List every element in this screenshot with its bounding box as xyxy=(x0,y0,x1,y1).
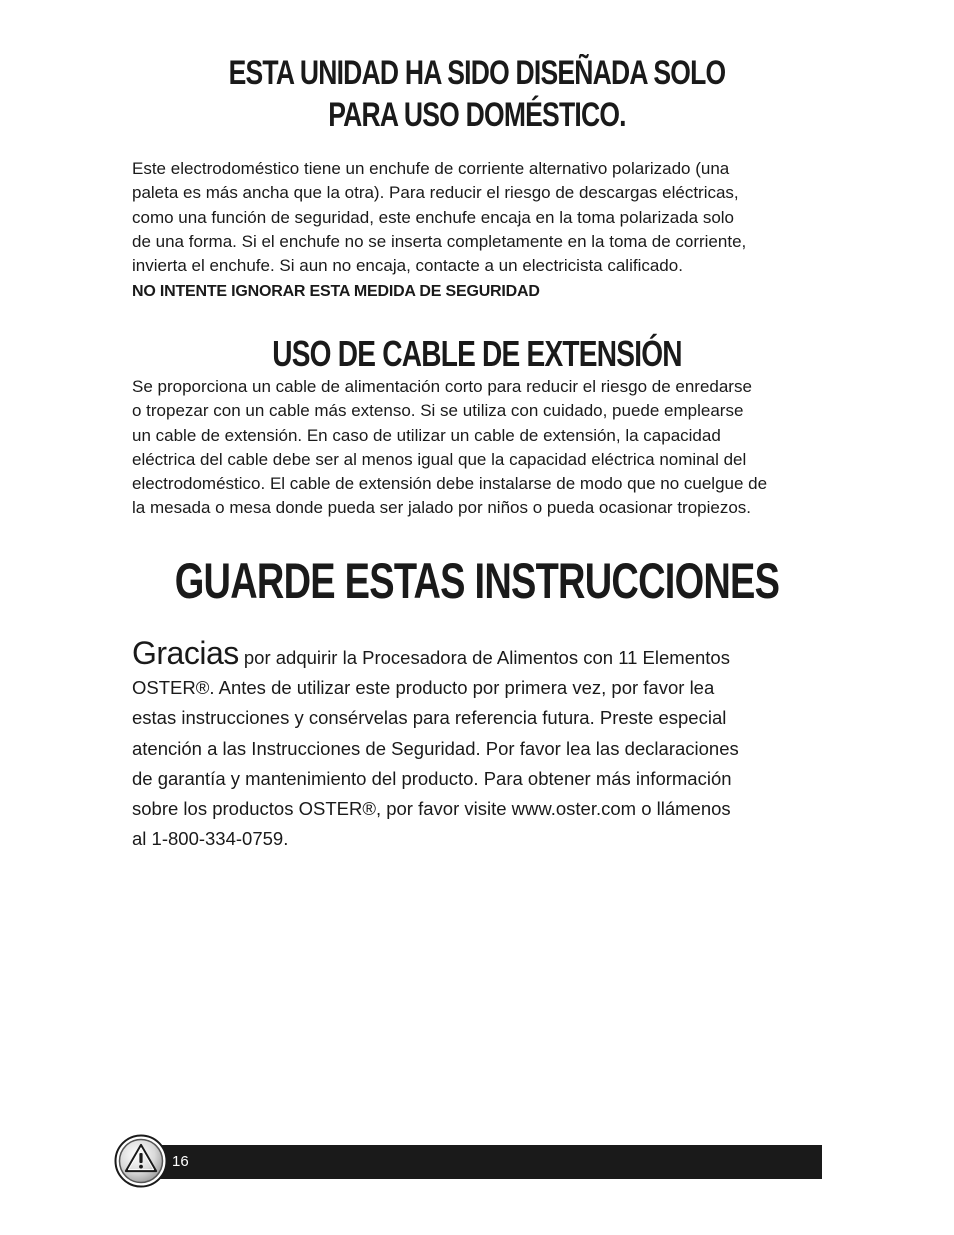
polarized-plug-paragraph xyxy=(132,157,832,278)
paragraph-line: atención a las Instrucciones de Seguridad. Por favor lea las declaraciones xyxy=(132,737,739,759)
paragraph-line: de una forma. Si el enchufe no se inserta completamente en la toma de corriente, xyxy=(132,231,747,251)
paragraph-line: sobre los productos OSTER®, por favor visite www.oster.com o llámenos xyxy=(132,798,731,820)
paragraph-line: invierta el enchufe. Si aun no encaja, contacte a un electricista calificado. xyxy=(132,256,683,276)
paragraph-line: un cable de extensión. En caso de utilizar un cable de extensión, la capacidad xyxy=(132,425,721,445)
paragraph-line: la mesada o mesa donde pueda ser jalado por niños o pueda ocasionar tropiezos. xyxy=(132,498,752,518)
paragraph-line: estas instrucciones y consérvelas para referencia futura. Preste especial xyxy=(132,707,727,729)
paragraph-line: eléctrica del cable debe ser al menos igual que la capacidad eléctrica nominal del xyxy=(132,449,747,469)
paragraph-line: al 1-800-334-0759. xyxy=(132,828,289,850)
footer-bar xyxy=(140,1145,822,1179)
thank-you-paragraph xyxy=(132,635,822,854)
extension-cord-paragraph xyxy=(132,375,832,521)
page-number: 16 xyxy=(172,1153,189,1170)
household-use-heading-line1: ESTA UNIDAD HA SIDO DISEÑADA SOLO xyxy=(228,54,726,92)
paragraph-line: como una función de seguridad, este enchufe encaja en la toma polarizada solo xyxy=(132,207,735,227)
paragraph-line: de garantía y mantenimiento del producto. Para obtener más información xyxy=(132,767,732,789)
household-use-heading xyxy=(105,52,849,136)
paragraph-line: electrodoméstico. El cable de extensión debe instalarse de modo que no cuelgue de xyxy=(132,474,768,494)
warning-triangle-icon xyxy=(114,1134,168,1188)
paragraph-line: Se proporciona un cable de alimentación corto para reducir el riesgo de enredarse xyxy=(132,377,752,396)
paragraph-line: OSTER®. Antes de utilizar este producto por primera vez, por favor lea xyxy=(132,677,715,699)
paragraph-line: por adquirir la Procesadora de Alimentos con 11 Elementos xyxy=(238,647,730,668)
household-use-heading-line2: PARA USO DOMÉSTICO. xyxy=(328,96,626,134)
save-instructions-heading: GUARDE ESTAS INSTRUCCIONES xyxy=(174,553,780,609)
extension-cord-heading: USO DE CABLE DE EXTENSIÓN xyxy=(272,333,682,374)
safety-warning: NO INTENTE IGNORAR ESTA MEDIDA DE SEGURIDAD xyxy=(132,283,540,300)
thank-you-lead-word: Gracias xyxy=(132,635,239,671)
paragraph-line: o tropezar con un cable más extenso. Si se utiliza con cuidado, puede emplearse xyxy=(132,401,744,421)
paragraph-line: Este electrodoméstico tiene un enchufe de corriente alternativo polarizado (una xyxy=(132,159,730,178)
paragraph-line: paleta es más ancha que la otra). Para reducir el riesgo de descargas eléctricas, xyxy=(132,183,739,203)
